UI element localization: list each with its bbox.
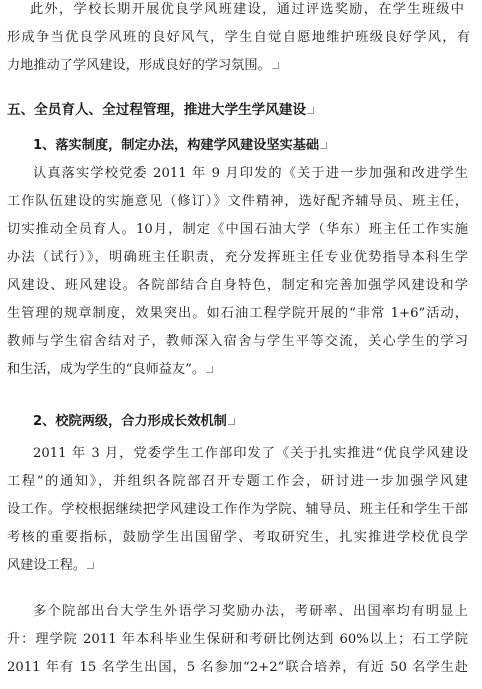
- subsection-title: 2、校院两级，合力形成长效机制: [0, 408, 482, 436]
- paragraph-mark-icon: [228, 418, 235, 425]
- paragraph-class-teacher-system: [0, 160, 482, 384]
- text-line: 和生活，成为学生的“良师益友”。: [0, 356, 482, 384]
- paragraph-mark-icon: [87, 562, 94, 569]
- text-line: 工程”的通知》，并组织各院部召开专题工作会，研讨进一步加强学风建: [7, 474, 468, 489]
- text-line: 2011 年有 15 名学生出国，5 名参加“2+2”联合培养，有近 50 名学生赴: [7, 660, 468, 675]
- text-line: 多个院部出台大学生外语学习奖励办法，考研率、出国率均有明显上: [33, 604, 468, 619]
- paragraph-mark-icon: [272, 62, 279, 69]
- text-line: 风建设工程。: [0, 552, 482, 580]
- text-line: 办法（试行）》，明确班主任职责，充分发挥班主任专业优势指导本科生学: [7, 250, 468, 265]
- text-line: 教师与学生宿舍结对子，教师深入宿舍与学生平等交流，关心学生的学习: [7, 334, 468, 349]
- paragraph-study-style-classes: [0, 0, 482, 80]
- section-heading: [0, 96, 482, 124]
- subsection-title: 1、落实制度，制定办法，构建学风建设坚实基础: [0, 132, 482, 160]
- text-line: 2011 年 3 月，党委学生工作部印发了《关于扎实推进“优良学风建设: [33, 446, 468, 461]
- paragraph-mark-icon: [206, 366, 213, 373]
- text-line: 力地推动了学风建设，形成良好的学习氛围。: [0, 52, 482, 80]
- text-line: 考核的重要指标，鼓励学生出国留学、考取研究生，扎实推进学校优良学: [7, 530, 468, 545]
- subsection-heading-1: [0, 132, 482, 160]
- paragraph-mark-icon: [307, 107, 314, 114]
- text-line: 形成争当优良学风班的良好风气，学生自觉自愿地维护班级良好学风，有: [7, 30, 470, 45]
- paragraph-foreign-language-awards: [0, 598, 482, 682]
- text-line: 工作队伍建设的实施意见（修订）》文件精神，选好配齐辅导员、班主任，: [7, 194, 468, 209]
- text-line: 设工作。学校根据继续把学风建设工作作为学院、辅导员、班主任和学生干部: [7, 502, 468, 517]
- text-line: 此外，学校长期开展优良学风班建设，通过评选奖励，在学生班级中: [30, 2, 464, 17]
- section-title: 五、全员育人、全过程管理，推进大学生学风建设: [0, 96, 482, 124]
- text-line: 生管理的规章制度，效果突出。如石油工程学院开展的“非常 1+6”活动，: [7, 306, 468, 321]
- subsection-heading-2: [0, 408, 482, 436]
- paragraph-mark-icon: [320, 142, 327, 149]
- text-line: 风建设、班风建设。各院部结合自身特色，制定和完善加强学风建设和学: [7, 278, 468, 293]
- paragraph-study-style-project: [0, 440, 482, 580]
- text-line: 切实推动全员育人。10月，制定《中国石油大学（华东）班主任工作实施: [7, 222, 468, 237]
- text-line: 升：理学院 2011 年本科毕业生保研和考研比例达到 60%以上；石工学院: [7, 632, 468, 647]
- text-line: 认真落实学校党委 2011 年 9 月印发的《关于进一步加强和改进学生: [33, 166, 468, 181]
